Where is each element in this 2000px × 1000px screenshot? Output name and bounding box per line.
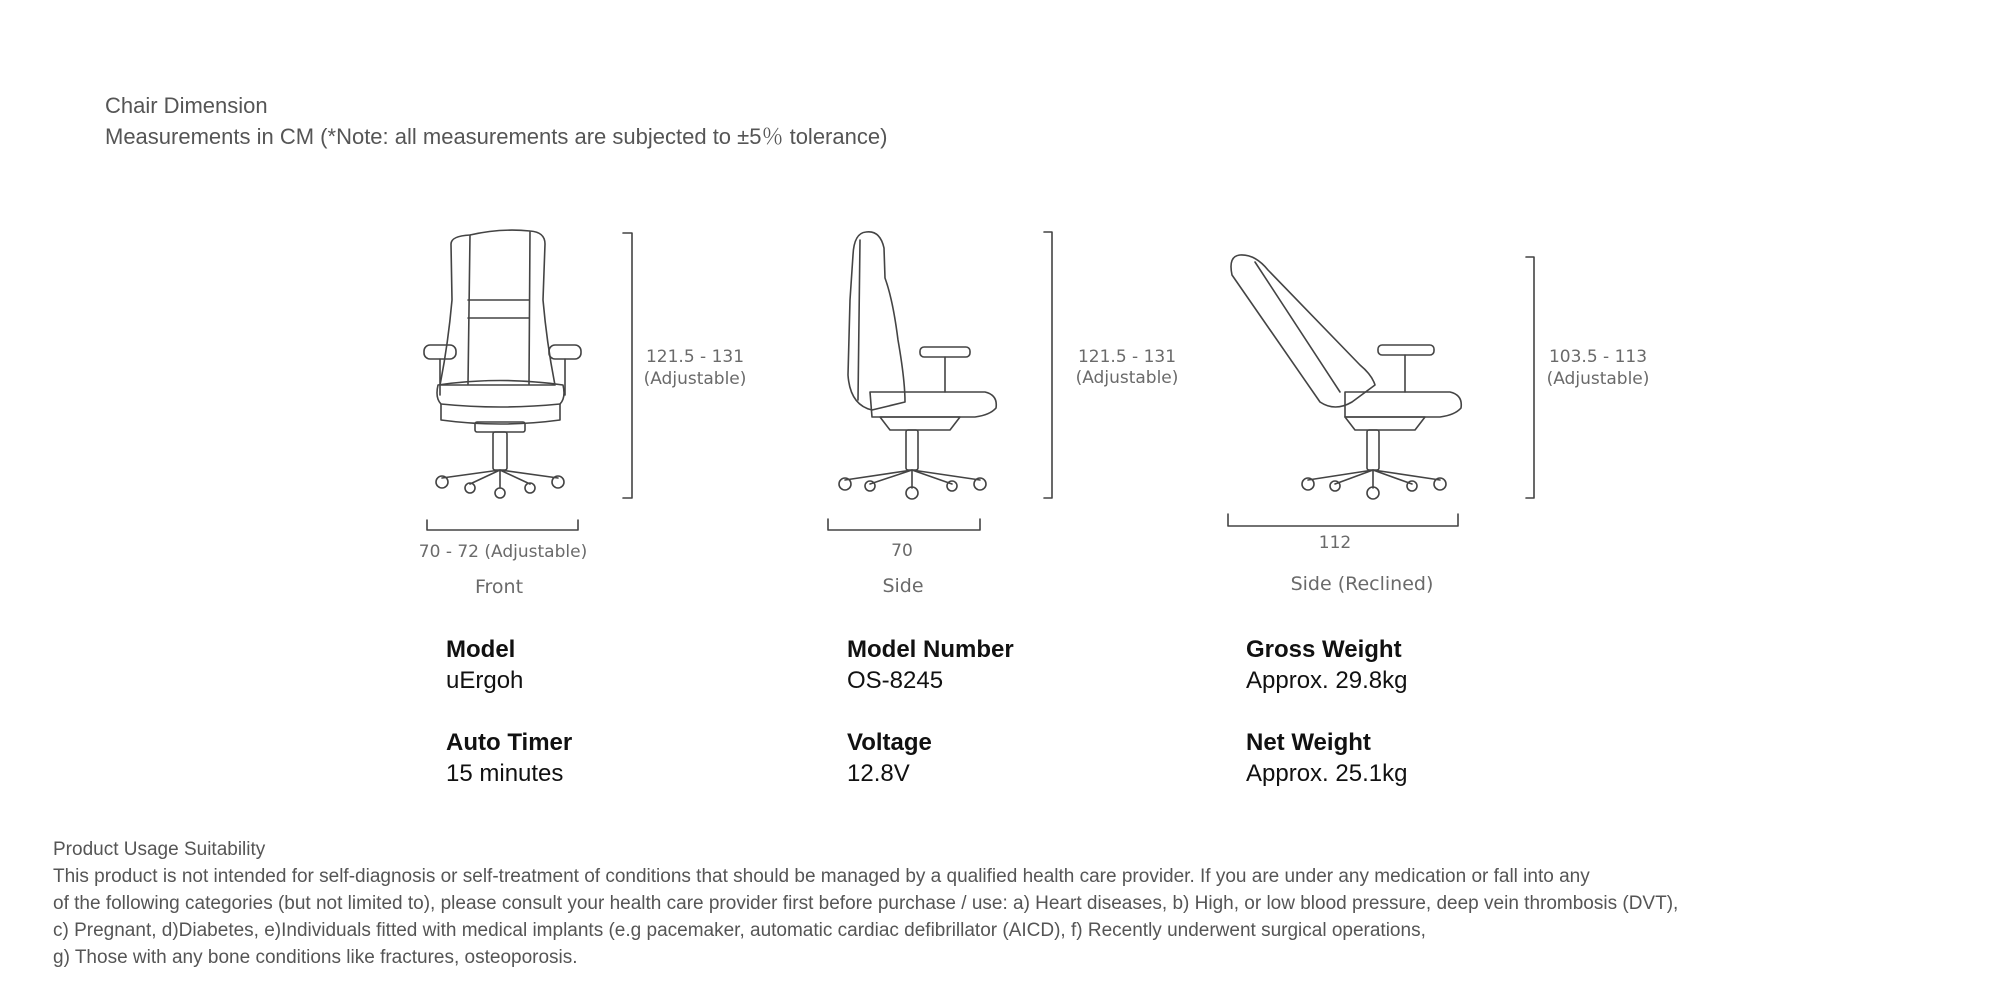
spec-label: Voltage: [847, 729, 932, 756]
spec-voltage: [847, 727, 932, 789]
side-width-value: 70: [891, 541, 913, 561]
reclined-view-label: Side (Reclined): [1290, 573, 1434, 595]
reclined-height-note: (Adjustable): [1546, 369, 1650, 389]
usage-title: Product Usage Suitability: [53, 839, 266, 860]
side-height-note: (Adjustable): [1075, 368, 1179, 388]
spec-gross-weight: [1246, 634, 1407, 696]
usage-line: of the following categories (but not limited to), please consult your health care provider first before purchase / use: a) Heart diseases, b) High, or low blood pressure, deep vein thrombosis (DVT),: [53, 893, 1679, 914]
side-view: [828, 232, 1052, 530]
spec-value: Approx. 29.8kg: [1246, 667, 1408, 694]
page-title: Chair Dimension: [105, 93, 268, 118]
spec-model: [446, 634, 523, 696]
side-height-bracket: [1044, 232, 1052, 498]
front-height-note: (Adjustable): [643, 369, 747, 389]
reclined-height-bracket: [1526, 257, 1534, 498]
usage-line: g) Those with any bone conditions like fractures, osteoporosis.: [53, 947, 578, 968]
spec-label: Auto Timer: [446, 729, 573, 756]
spec-label: Gross Weight: [1246, 636, 1402, 663]
spec-label: Model: [446, 636, 516, 663]
usage-suitability: [53, 836, 1678, 971]
front-width-bracket: [427, 520, 578, 530]
usage-line: This product is not intended for self-diagnosis or self-treatment of conditions that should be managed by a qualified health care provider. If you are under any medication or fall into any: [53, 866, 1590, 887]
spec-value: uErgoh: [446, 667, 524, 694]
reclined-width-bracket: [1228, 514, 1458, 526]
side-view-label: Side: [882, 575, 924, 597]
spec-model-number: [847, 634, 1014, 696]
reclined-width-value: 112: [1318, 533, 1352, 553]
front-view-label: Front: [474, 576, 524, 598]
reclined-chair-drawing: [1231, 255, 1461, 499]
front-chair-drawing: [424, 230, 581, 498]
reclined-height-value: 103.5 - 113: [1548, 347, 1648, 367]
front-height-value: 121.5 - 131: [645, 347, 745, 367]
side-height-value: 121.5 - 131: [1077, 347, 1177, 367]
usage-line: c) Pregnant, d)Diabetes, e)Individuals fitted with medical implants (e.g pacemaker, automatic cardiac defibrillator (AICD), f) Recently underwent surgical operations,: [53, 920, 1426, 941]
side-width-bracket: [828, 519, 980, 530]
spec-value: Approx. 25.1kg: [1246, 760, 1408, 787]
side-chair-drawing: [839, 232, 996, 499]
front-height-bracket: [623, 233, 632, 498]
front-width-value: 70 - 72 (Adjustable): [418, 542, 588, 562]
reclined-view: [1228, 255, 1534, 526]
front-view: [424, 230, 632, 530]
spec-value: OS-8245: [847, 667, 944, 694]
spec-net-weight: [1246, 727, 1407, 789]
spec-label: Model Number: [847, 636, 1014, 663]
spec-auto-timer: [446, 727, 572, 789]
spec-value: 15 minutes: [446, 760, 564, 787]
spec-value: 12.8V: [847, 760, 910, 787]
page-subtitle: Measurements in CM (*Note: all measurements are subjected to ±5％ tolerance): [105, 124, 888, 149]
spec-label: Net Weight: [1246, 729, 1371, 756]
